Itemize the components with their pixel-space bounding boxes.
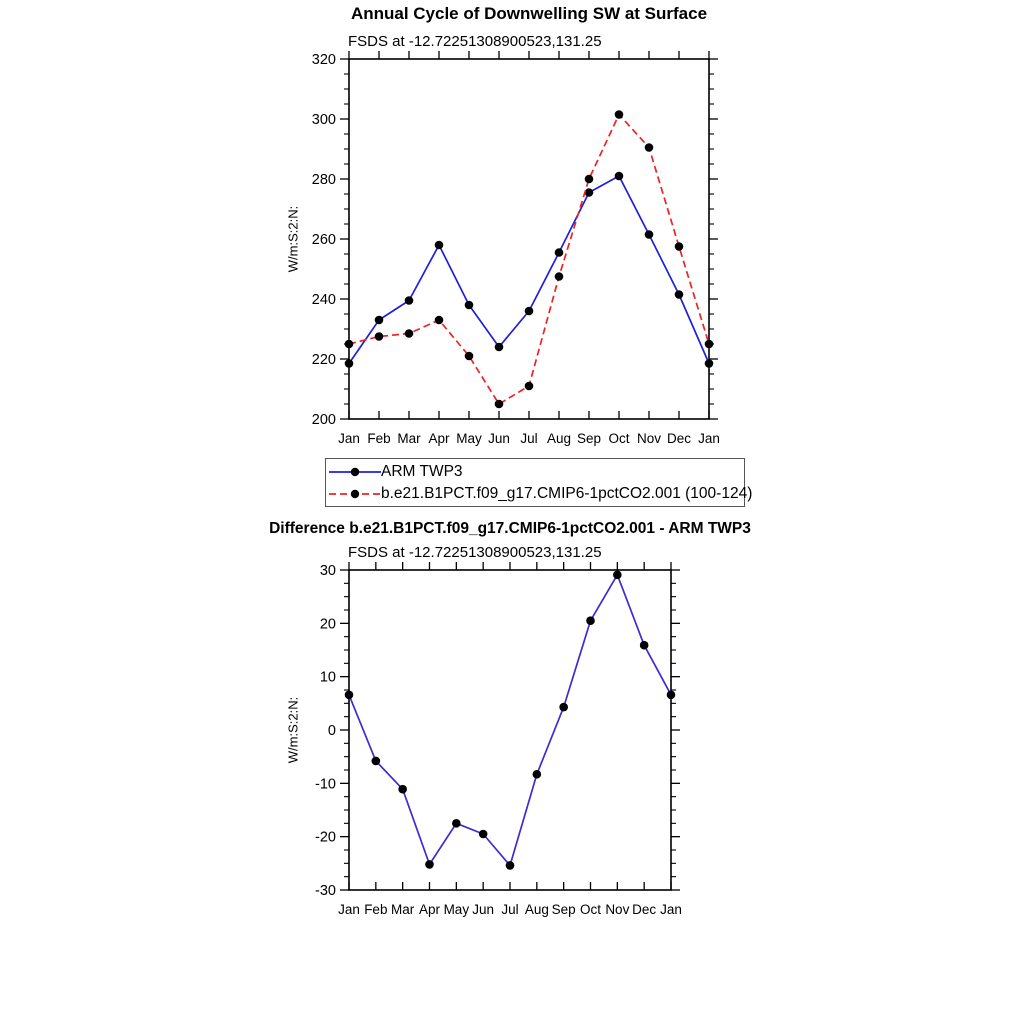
data-point-marker — [667, 691, 676, 700]
data-point-marker — [586, 616, 595, 625]
x-tick-label: Nov — [605, 902, 630, 917]
data-point-marker — [345, 340, 354, 349]
chart1-title: Annual Cycle of Downwelling SW at Surface — [350, 4, 708, 23]
data-point-marker — [525, 307, 534, 316]
data-point-marker — [405, 296, 414, 305]
y-tick-label: 200 — [311, 412, 336, 428]
axis-frame — [349, 59, 709, 419]
y-tick-label: 280 — [311, 172, 336, 188]
data-point-marker — [645, 230, 654, 239]
data-point-marker — [465, 352, 474, 361]
data-point-marker — [585, 188, 594, 197]
data-point-marker — [345, 359, 354, 368]
data-point-marker — [559, 703, 568, 712]
x-tick-label: Mar — [397, 431, 421, 446]
x-tick-label: Sep — [551, 902, 576, 917]
x-tick-label: Jan — [660, 902, 682, 917]
y-tick-label: 20 — [319, 616, 336, 633]
data-point-marker — [435, 316, 444, 325]
legend-line-sample-solid — [329, 464, 381, 480]
y-tick-label: 220 — [311, 352, 336, 368]
x-tick-label: May — [456, 431, 482, 446]
x-tick-label: Apr — [428, 431, 450, 446]
chart1-legend — [325, 458, 753, 507]
y-tick-label: -20 — [315, 829, 336, 846]
data-point-marker — [425, 860, 434, 869]
data-point-marker — [645, 143, 654, 152]
chart2-subtitle: FSDS at -12.72251308900523,131.25 — [348, 544, 602, 561]
data-point-marker — [585, 175, 594, 184]
data-point-marker — [452, 819, 461, 828]
data-point-marker — [495, 400, 504, 409]
x-tick-label: Jan — [338, 431, 360, 446]
data-point-marker — [613, 571, 622, 580]
data-point-marker — [640, 641, 649, 650]
y-tick-label: -10 — [315, 776, 336, 793]
x-tick-label: Apr — [418, 902, 441, 917]
x-tick-label: Jul — [501, 902, 519, 917]
x-tick-label: Feb — [367, 431, 391, 446]
data-point-marker — [705, 359, 714, 368]
data-point-marker — [555, 248, 564, 257]
data-point-marker — [479, 830, 488, 839]
x-tick-label: Jun — [472, 902, 495, 917]
x-tick-label: Jul — [520, 431, 538, 446]
data-point-marker — [506, 861, 515, 870]
chart2-y-axis-label: W/m:S:2:N: — [285, 696, 301, 764]
data-point-marker — [675, 242, 684, 251]
x-tick-label: Jan — [338, 902, 360, 917]
legend-label-arm-twp3: ARM TWP3 — [381, 462, 463, 480]
series-line — [349, 575, 671, 866]
data-point-marker — [495, 343, 504, 352]
x-tick-label: Feb — [364, 902, 388, 917]
legend-label-model: b.e21.B1PCT.f09_g17.CMIP6-1pctCO2.001 (100-124) — [381, 484, 753, 502]
data-point-marker — [533, 770, 542, 779]
series-line — [349, 176, 709, 364]
y-tick-label: 10 — [319, 669, 336, 686]
data-point-marker — [615, 110, 624, 119]
y-tick-label: 30 — [319, 563, 336, 579]
data-point-marker — [525, 382, 534, 391]
y-tick-label: 300 — [311, 112, 336, 128]
x-tick-label: Jun — [488, 431, 510, 446]
data-point-marker — [375, 332, 384, 341]
legend-row-arm-twp3 — [329, 461, 744, 483]
y-tick-label: 0 — [327, 723, 336, 739]
x-tick-label: Sep — [576, 431, 602, 446]
x-tick-label: Mar — [391, 902, 415, 917]
data-point-marker — [405, 329, 414, 338]
data-point-marker — [398, 785, 407, 794]
x-tick-label: Jan — [698, 431, 720, 446]
data-point-marker — [372, 757, 381, 766]
x-tick-label: Oct — [608, 431, 630, 446]
x-tick-label: Oct — [579, 902, 602, 917]
x-tick-label: Dec — [666, 431, 692, 446]
legend-line-sample-dashed — [329, 486, 381, 502]
data-point-marker — [345, 691, 354, 700]
y-tick-label: 240 — [311, 292, 336, 308]
axis-frame — [349, 570, 671, 890]
x-tick-label: Nov — [636, 431, 662, 446]
data-point-marker — [435, 241, 444, 250]
y-tick-label: 260 — [311, 232, 336, 248]
x-tick-label: Dec — [632, 902, 657, 917]
data-point-marker — [375, 316, 384, 325]
chart2-title: Difference b.e21.B1PCT.f09_g17.CMIP6-1pctCO2.001 - ARM TWP3 — [269, 520, 751, 537]
x-tick-label: Aug — [524, 902, 549, 917]
data-point-marker — [615, 172, 624, 181]
legend-row-model — [329, 483, 753, 505]
data-point-marker — [705, 340, 714, 349]
x-tick-label: May — [443, 902, 470, 917]
chart1-y-axis-label: W/m:S:2:N: — [285, 205, 301, 273]
data-point-marker — [555, 272, 564, 281]
chart1-subtitle: FSDS at -12.72251308900523,131.25 — [348, 33, 602, 50]
data-point-marker — [675, 290, 684, 299]
data-point-marker — [465, 301, 474, 310]
series-line — [349, 115, 709, 405]
y-tick-label: -30 — [315, 883, 336, 899]
y-tick-label: 320 — [311, 52, 336, 68]
x-tick-label: Aug — [546, 431, 572, 446]
